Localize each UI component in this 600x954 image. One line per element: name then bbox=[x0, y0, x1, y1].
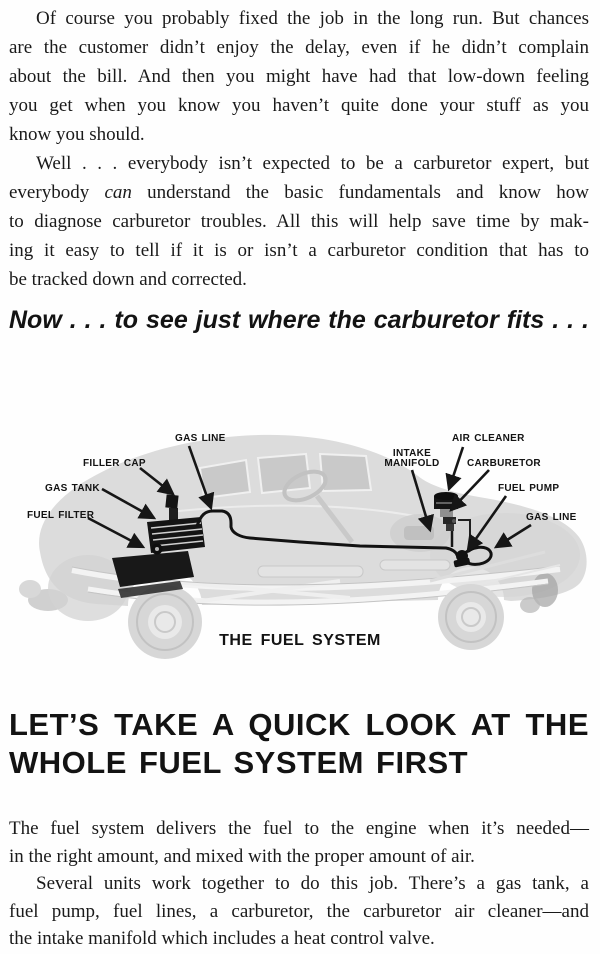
paragraph-line: Well . . . everybody isn’t expected to be a carburetor expert, but bbox=[36, 153, 589, 174]
paragraph-line: know you should. bbox=[9, 124, 145, 145]
paragraph-line: Of course you probably fixed the job in the long run. But chances bbox=[36, 8, 589, 29]
paragraph-line: the intake manifold which includes a heat control valve. bbox=[9, 928, 435, 949]
arrow-air-cleaner bbox=[449, 447, 463, 489]
paragraph-line: be tracked down and corrected. bbox=[9, 269, 247, 290]
diagram-label-carburetor: CARBURETOR bbox=[467, 458, 541, 469]
paragraph-line bbox=[9, 178, 589, 207]
section-heading-line: WHOLE FUEL SYSTEM FIRST bbox=[9, 745, 469, 780]
car-illustration bbox=[0, 420, 600, 665]
paragraph-line: Several units work together to do this job. There’s a gas tank, a bbox=[36, 873, 589, 894]
section-heading-line: LET’S TAKE A QUICK LOOK AT THE bbox=[9, 707, 589, 742]
text-segment: understand the basic fundamentals and know how bbox=[131, 182, 589, 203]
filler-cap-part bbox=[165, 494, 178, 508]
diagram-label-gas-line-right: GAS LINE bbox=[526, 512, 577, 523]
diagram-label-fuel-pump: FUEL PUMP bbox=[498, 483, 560, 494]
section-heading bbox=[9, 706, 589, 782]
paragraph-line: The fuel system delivers the fuel to the engine when it’s needed— bbox=[9, 818, 589, 839]
fuel-system-diagram bbox=[0, 420, 600, 665]
paragraph-line: to diagnose carburetor troubles. All this will help save time by mak- bbox=[9, 211, 589, 232]
paragraph-line: are the customer didn’t enjoy the delay, even if he didn’t complain bbox=[9, 37, 589, 58]
diagram-label-intake-manifold: INTAKE MANIFOLD bbox=[384, 448, 440, 469]
body-paragraphs bbox=[9, 815, 589, 953]
paragraph-line: ing it easy to tell if it is or isn’t a carburetor condition that has to bbox=[9, 240, 589, 261]
diagram-label-gas-tank: GAS TANK bbox=[45, 483, 100, 494]
paragraph-line: about the bill. And then you might have had that low-down feeling bbox=[9, 66, 589, 87]
paragraph-line: you get when you know you haven’t quite done your stuff as you bbox=[9, 95, 589, 116]
fuel-filter-part bbox=[152, 544, 163, 555]
emphasized-word: can bbox=[104, 182, 132, 203]
diagram-label-gas-line-left: GAS LINE bbox=[175, 433, 226, 444]
diagram-label-filler-cap: FILLER CAP bbox=[83, 458, 146, 469]
text-segment: everybody bbox=[9, 182, 105, 203]
diagram-caption: THE FUEL SYSTEM bbox=[219, 632, 381, 649]
diagram-label-air-cleaner: AIR CLEANER bbox=[452, 433, 525, 444]
paragraph-line: in the right amount, and mixed with the proper amount of air. bbox=[9, 845, 475, 867]
paragraph-line: fuel pump, fuel lines, a carburetor, the carburetor air cleaner—and bbox=[9, 900, 589, 922]
intro-paragraphs bbox=[9, 4, 589, 294]
diagram-label-fuel-filter: FUEL FILTER bbox=[27, 510, 95, 521]
section-lead-heading: Now . . . to see just where the carburetor fits . . . bbox=[9, 306, 589, 334]
